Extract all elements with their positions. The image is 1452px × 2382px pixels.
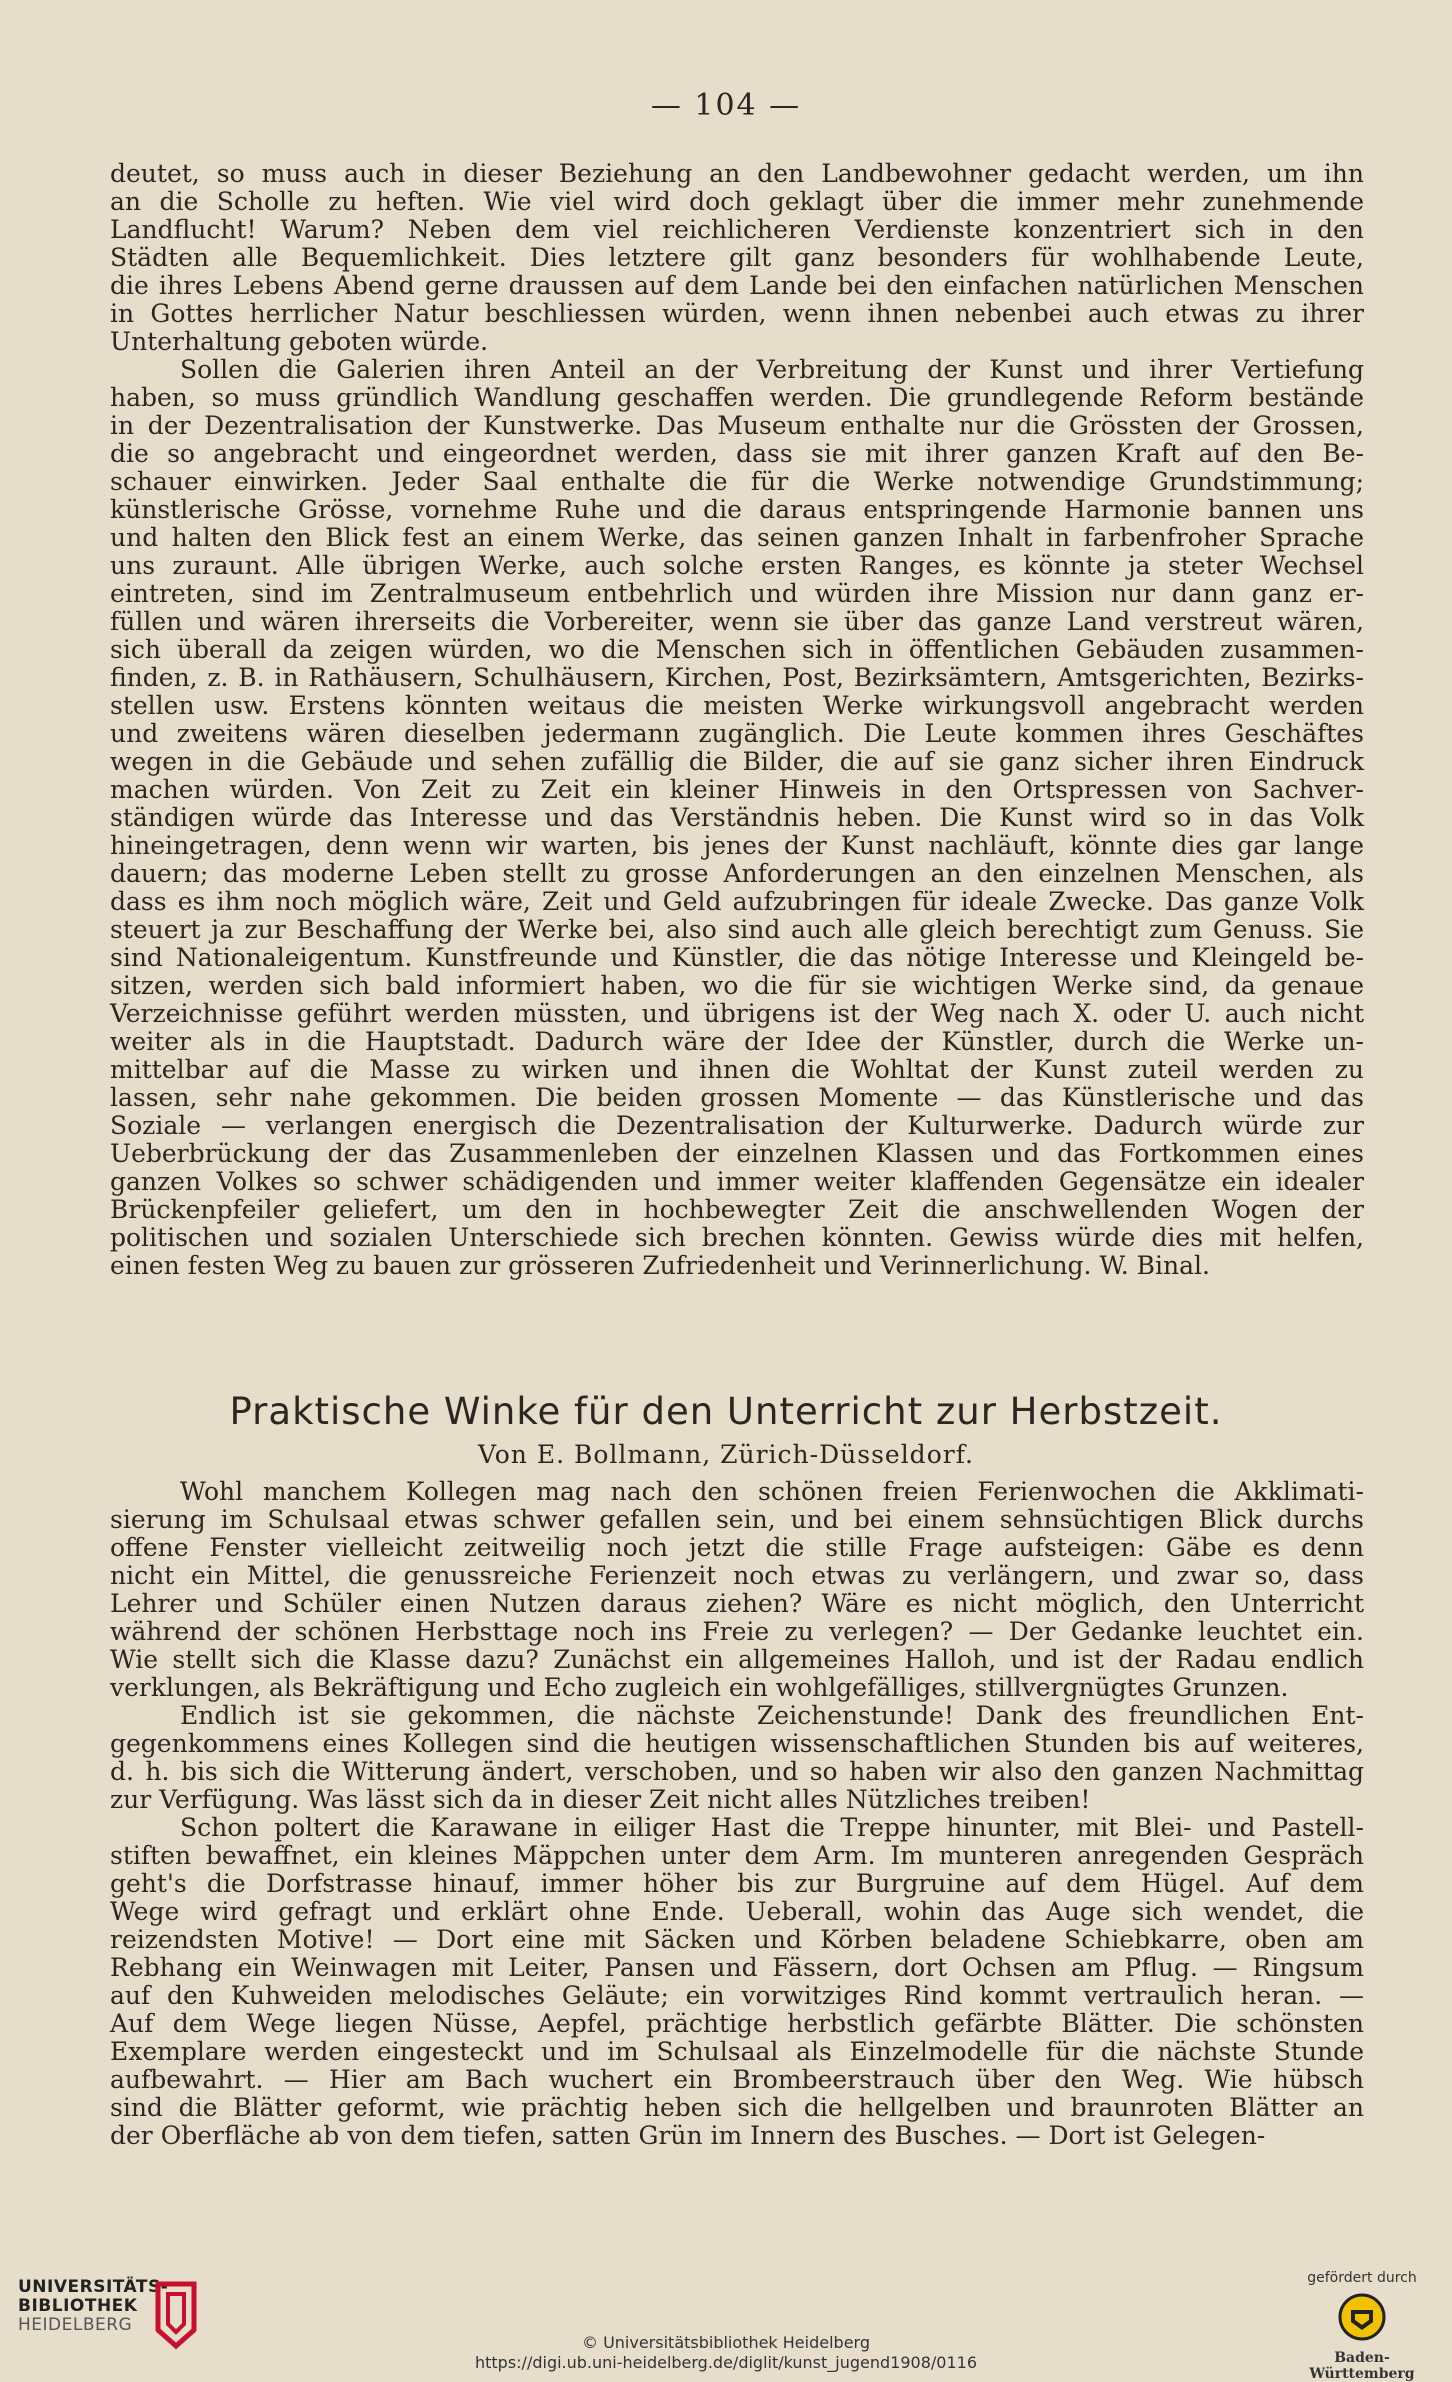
text-line: lassen, sehr nahe gekommen. Die beiden grossen Momente — das Künstlerische und das — [110, 1083, 1364, 1112]
article-top — [110, 160, 1364, 1280]
funded-by-label: gefördert durch — [1307, 2270, 1417, 2286]
text-line: Verzeichnisse geführt werden müssten, und übrigens ist der Weg nach X. oder U. auch nicht — [110, 999, 1364, 1028]
funder — [1292, 2270, 1432, 2382]
library-line-3: HEIDELBERG — [18, 2315, 133, 2335]
text-line: politischen und sozialen Unterschiede sich brechen könnten. Gewiss würde dies mit helfen, — [110, 1223, 1364, 1252]
text-line: uns zuraunt. Alle übrigen Werke, auch solche ersten Ranges, es könnte ja steter Wechsel — [110, 551, 1364, 580]
text-line: dass es ihm noch möglich wäre, Zeit und Geld aufzubringen für ideale Zwecke. Das ganze Volk — [110, 887, 1364, 916]
article-bottom — [110, 1478, 1364, 2150]
text-line: an die Scholle zu heften. Wie viel wird doch geklagt über die immer mehr zunehmende — [110, 187, 1364, 216]
text-line: gegenkommens eines Kollegen sind die heutigen wissenschaftlichen Stunden bis auf weiteres, — [110, 1729, 1364, 1758]
text-line: Exemplare werden eingesteckt und im Schulsaal als Einzelmodelle für die nächste Stunde — [110, 2037, 1364, 2066]
copyright-text: © Universitätsbibliothek Heidelberg — [581, 2333, 870, 2352]
text-line: hineingetragen, denn wenn wir warten, bis jenes der Kunst nachläuft, könnte dies gar lange — [110, 831, 1364, 860]
text-line: ganzen Volkes so schwer schädigenden und immer weiter klaffenden Gegensätze ein idealer — [110, 1167, 1364, 1196]
text-line: geht's die Dorfstrasse hinauf, immer höher bis zur Burgruine auf dem Hügel. Auf dem — [110, 1869, 1364, 1898]
text-line: Ueberbrückung der das Zusammenleben der einzelnen Klassen und das Fortkommen eines — [110, 1139, 1364, 1168]
text-line: Unterhaltung geboten würde. — [110, 327, 489, 356]
text-line: einen festen Weg zu bauen zur grösseren Zufriedenheit und Verinnerlichung. W. Binal. — [110, 1251, 1210, 1280]
funder-name: Baden-Württemberg — [1309, 2350, 1415, 2382]
text-line: sitzen, werden sich bald informiert haben, wo die für sie wichtigen Werke sind, da genaue — [110, 971, 1364, 1000]
library-logo[interactable] — [18, 2278, 168, 2335]
library-line-2: BIBLIOTHEK — [18, 2296, 138, 2316]
text-line: machen würden. Von Zeit zu Zeit ein kleiner Hinweis in den Ortspressen von Sachver- — [110, 775, 1364, 804]
text-line: deutet, so muss auch in dieser Beziehung an den Landbewohner gedacht werden, um ihn — [110, 159, 1364, 188]
text-line: die so angebracht und eingeordnet werden, dass sie mit ihrer ganzen Kraft auf den Be- — [110, 439, 1364, 468]
text-line: während der schönen Herbsttage noch ins Freie zu verlegen? — Der Gedanke leuchtet ein. — [110, 1617, 1364, 1646]
text-line: aufbewahrt. — Hier am Bach wuchert ein Brombeerstrauch über den Weg. Wie hübsch — [110, 2065, 1364, 2094]
text-line: sind die Blätter geformt, wie prächtig heben sich die hellgelben und braunroten Blätter an — [110, 2093, 1364, 2122]
text-line: künstlerische Grösse, vornehme Ruhe und die daraus entspringende Harmonie bannen uns — [110, 495, 1364, 524]
text-line: Wohl manchem Kollegen mag nach den schönen freien Ferienwochen die Akklimati- — [180, 1477, 1364, 1506]
text-line: weiter als in die Hauptstadt. Dadurch wäre der Idee der Künstler, durch die Werke un- — [110, 1027, 1364, 1056]
copyright — [0, 2333, 1452, 2373]
text-line: Lehrer und Schüler einen Nutzen daraus ziehen? Wäre es nicht möglich, den Unterricht — [110, 1589, 1364, 1618]
text-line: Endlich ist sie gekommen, die nächste Zeichenstunde! Dank des freundlichen Ent- — [180, 1701, 1364, 1730]
text-line: sich überall da zeigen würden, wo die Menschen sich in öffentlichen Gebäuden zusammen- — [110, 635, 1364, 664]
text-line: in Gottes herrlicher Natur beschliessen würden, wenn ihnen nebenbei auch etwas zu ihrer — [110, 299, 1364, 328]
text-line: verklungen, als Bekräftigung und Echo zugleich ein wohlgefälliges, stillvergnügtes Grunzen. — [110, 1673, 1289, 1702]
text-line: d. h. bis sich die Witterung ändert, verschoben, und so haben wir also den ganzen Nachmittag — [110, 1757, 1364, 1786]
text-line: der Oberfläche ab von dem tiefen, satten Grün im Innern des Busches. — Dort ist Gelegen- — [110, 2121, 1266, 2150]
library-line-1: UNIVERSITÄTS- — [18, 2277, 169, 2297]
text-line: sierung im Schulsaal etwas schwer gefallen sein, und bei einem sehnsüchtigen Blick durchs — [110, 1505, 1364, 1534]
body-text-top — [110, 160, 1364, 1280]
text-line: wegen in die Gebäude und sehen zufällig die Bilder, die auf sie ganz sicher ihren Eindruck — [110, 747, 1364, 776]
text-line: offene Fenster vielleicht zeitweilig noch jetzt die stille Frage aufsteigen: Gäbe es denn — [110, 1533, 1364, 1562]
text-line: schauer einwirken. Jeder Saal enthalte die für die Werke notwendige Grundstimmung; — [110, 467, 1364, 496]
text-line: stellen usw. Erstens könnten weitaus die meisten Werke wirkungsvoll angebracht werden — [110, 691, 1364, 720]
text-line: haben, so muss gründlich Wandlung geschaffen werden. Die grundlegende Reform bestände — [110, 383, 1364, 412]
text-line: nicht ein Mittel, die genussreiche Ferienzeit noch etwas zu verlängern, und zwar so, dass — [110, 1561, 1364, 1590]
text-line: eintreten, sind im Zentralmuseum entbehrlich und würden ihre Mission nur dann ganz er- — [110, 579, 1364, 608]
text-line: Sollen die Galerien ihren Anteil an der Verbreitung der Kunst und ihrer Vertiefung — [180, 355, 1364, 384]
text-line: zur Verfügung. Was lässt sich da in dieser Zeit nicht alles Nützliches treiben! — [110, 1785, 1091, 1814]
text-line: füllen und wären ihrerseits die Vorbereiter, wenn sie über das ganze Land verstreut wären, — [110, 607, 1364, 636]
section-title: Praktische Winke für den Unterricht zur Herbstzeit. — [229, 1390, 1223, 1433]
funder-emblem-icon — [1337, 2292, 1387, 2342]
text-line: finden, z. B. in Rathäusern, Schulhäusern, Kirchen, Post, Bezirksämtern, Amtsgerichten, Bezirks- — [110, 663, 1364, 692]
body-text-bottom — [110, 1478, 1364, 2150]
text-line: Schon poltert die Karawane in eiliger Hast die Treppe hinunter, mit Blei- und Pastell- — [180, 1813, 1364, 1842]
source-url[interactable]: https://digi.ub.uni-heidelberg.de/diglit/kunst_jugend1908/0116 — [474, 2353, 977, 2372]
text-line: ständigen würde das Interesse und das Verständnis heben. Die Kunst wird so in das Volk — [110, 803, 1364, 832]
text-line: Auf dem Wege liegen Nüsse, Aepfel, prächtige herbstlich gefärbte Blätter. Die schönsten — [110, 2009, 1364, 2038]
text-line: Rebhang ein Weinwagen mit Leiter, Pansen und Fässern, dort Ochsen am Pflug. — Ringsum — [110, 1953, 1364, 1982]
text-line: Städten alle Bequemlichkeit. Dies letztere gilt ganz besonders für wohlhabende Leute, — [110, 243, 1364, 272]
text-line: mittelbar auf die Masse zu wirken und ihnen die Wohltat der Kunst zuteil werden zu — [110, 1055, 1364, 1084]
text-line: steuert ja zur Beschaffung der Werke bei, also sind auch alle gleich berechtigt zum Genuss. Sie — [110, 915, 1364, 944]
byline: Von E. Bollmann, Zürich-Düsseldorf. — [478, 1440, 974, 1469]
footer — [0, 2250, 1452, 2382]
text-line: die ihres Lebens Abend gerne draussen auf dem Lande bei den einfachen natürlichen Menschen — [110, 271, 1364, 300]
text-line: Wege wird gefragt und erklärt ohne Ende. Ueberall, wohin das Auge sich wendet, die — [110, 1897, 1364, 1926]
text-line: Wie stellt sich die Klasse dazu? Zunächst ein allgemeines Halloh, und ist der Radau endlich — [110, 1645, 1364, 1674]
text-line: auf den Kuhweiden melodisches Geläute; ein vorwitziges Rind kommt vertraulich heran. — — [110, 1981, 1364, 2010]
text-line: sind Nationaleigentum. Kunstfreunde und Künstler, die das nötige Interesse und Kleingeld be- — [110, 943, 1364, 972]
text-line: und zweitens wären dieselben jedermann zugänglich. Die Leute kommen ihres Geschäftes — [110, 719, 1364, 748]
text-line: Soziale — verlangen energisch die Dezentralisation der Kulturwerke. Dadurch würde zur — [110, 1111, 1364, 1140]
text-line: stiften bewaffnet, ein kleines Mäppchen unter dem Arm. Im munteren anregenden Gespräch — [110, 1841, 1364, 1870]
text-line: Landflucht! Warum? Neben dem viel reichlicheren Verdienste konzentriert sich in den — [110, 215, 1364, 244]
text-line: reizendsten Motive! — Dort eine mit Säcken und Körben beladene Schiebkarre, oben am — [110, 1925, 1364, 1954]
text-line: Brückenpfeiler geliefert, um den in hochbewegter Zeit die anschwellenden Wogen der — [110, 1195, 1364, 1224]
page-number: — 104 — — [650, 88, 802, 123]
text-line: in der Dezentralisation der Kunstwerke. Das Museum enthalte nur die Grössten der Grossen, — [110, 411, 1364, 440]
text-line: und halten den Blick fest an einem Werke, das seinen ganzen Inhalt in farbenfroher Sprache — [110, 523, 1364, 552]
text-line: dauern; das moderne Leben stellt zu grosse Anforderungen an den einzelnen Menschen, als — [110, 859, 1364, 888]
